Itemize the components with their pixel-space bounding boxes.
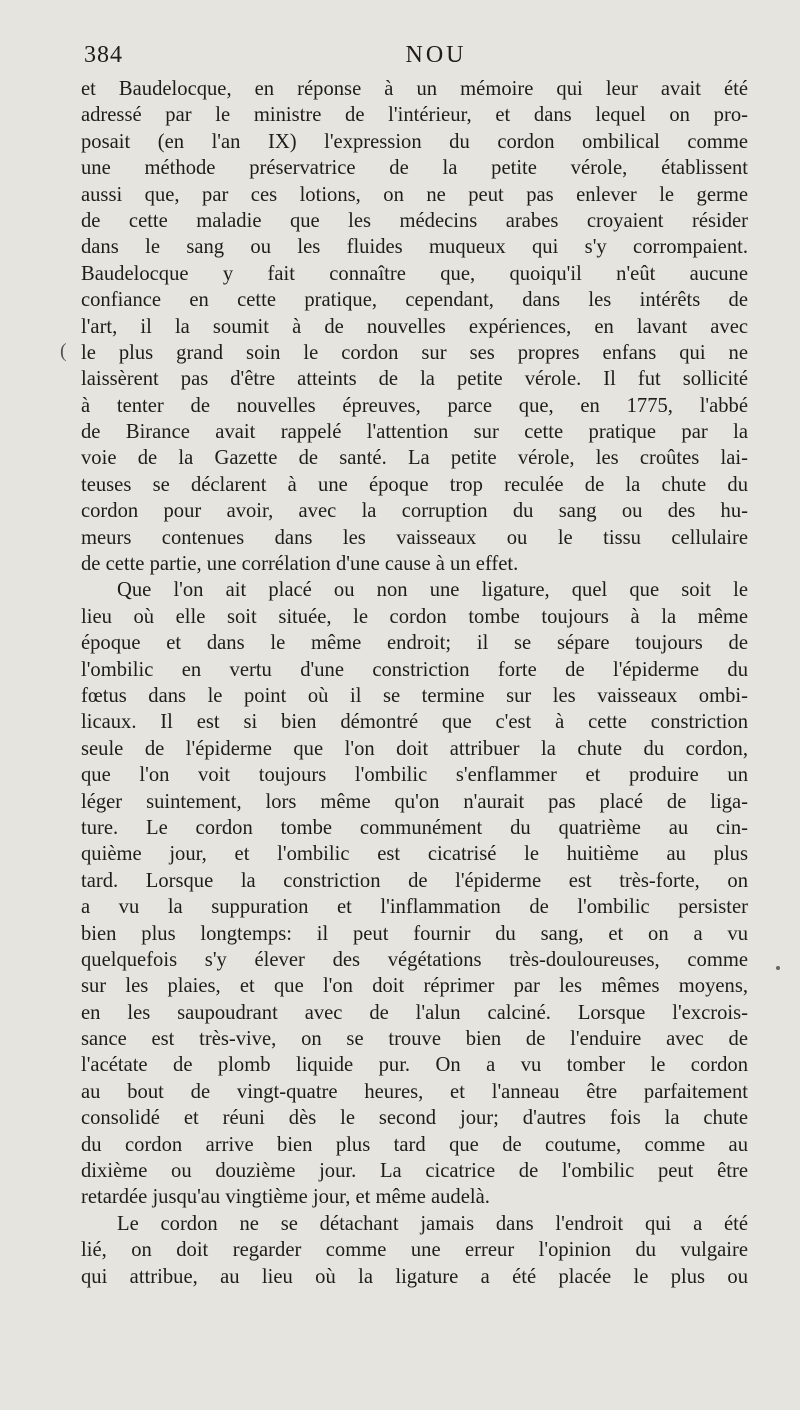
body-text (81, 76, 748, 1290)
text-line: époque et dans le même endroit; il se sépare toujours de (81, 632, 748, 655)
paragraph-text (81, 577, 748, 1210)
text-line: Que l'on ait placé ou non une ligature, quel que soit le (117, 579, 748, 602)
text-line: retardée jusqu'au vingtième jour, et même audelà. (81, 1186, 490, 1209)
text-line: de Birance avait rappelé l'attention sur cette pratique par la (81, 421, 748, 444)
text-line: léger suintement, lors même qu'on n'aurait pas placé de liga- (81, 790, 748, 813)
text-line: adressé par le ministre de l'intérieur, et dans lequel on pro- (81, 104, 748, 127)
text-line: a vu la suppuration et l'inflammation de l'ombilic persister (81, 896, 748, 919)
text-line: sance est très-vive, on se trouve bien de l'enduire avec de (81, 1028, 748, 1051)
text-line: l'acétate de plomb liquide pur. On a vu tomber le cordon (81, 1054, 748, 1077)
text-line: sur les plaies, et que l'on doit réprimer par les mêmes moyens, (81, 975, 748, 998)
text-line: en les saupoudrant avec de l'alun calciné. Lorsque l'excrois- (81, 1001, 748, 1024)
text-line: tard. Lorsque la constriction de l'épiderme est très-forte, on (81, 869, 748, 892)
text-line: voie de la Gazette de santé. La petite vérole, les croûtes lai- (81, 447, 748, 470)
page-header (84, 42, 748, 76)
text-line: quelquefois s'y élever des végétations très-douloureuses, comme (81, 948, 748, 971)
text-line: Baudelocque y fait connaître que, quoiqu'il n'eût aucune (81, 262, 748, 285)
text-line: laissèrent pas d'être atteints de la petite vérole. Il fut sollicité (81, 368, 748, 391)
text-line: l'ombilic en vertu d'une constriction forte de l'épiderme du (81, 658, 748, 681)
text-line: licaux. Il est si bien démontré que c'est à cette constriction (81, 711, 748, 734)
text-line: l'art, il la soumit à de nouvelles expériences, en lavant avec (81, 315, 748, 338)
text-line: Le cordon ne se détachant jamais dans l'endroit qui a été (117, 1212, 748, 1235)
margin-dot (776, 966, 780, 970)
text-line: quième jour, et l'ombilic est cicatrisé le huitième au plus (81, 843, 748, 866)
text-line: lié, on doit regarder comme une erreur l'opinion du vulgaire (81, 1239, 748, 1262)
text-line: à tenter de nouvelles épreuves, parce que, en 1775, l'abbé (81, 394, 748, 417)
text-line: posait (en l'an IX) l'expression du cordon ombilical comme (81, 130, 748, 153)
text-line: et Baudelocque, en réponse à un mémoire qui leur avait été (81, 78, 748, 100)
text-line: meurs contenues dans les vaisseaux ou le tissu cellulaire (81, 526, 748, 549)
text-line: bien plus longtemps: il peut fournir du sang, et on a vu (81, 922, 748, 945)
text-line: que l'on voit toujours l'ombilic s'enflammer et produire un (81, 764, 748, 787)
text-line: une méthode préservatrice de la petite vérole, établissent (81, 157, 748, 180)
text-line: lieu où elle soit située, le cordon tombe toujours à la même (81, 605, 748, 628)
text-line: consolidé et réuni dès le second jour; d'autres fois la chute (81, 1107, 748, 1130)
text-line: confiance en cette pratique, cependant, dans les intérêts de (81, 289, 748, 312)
text-line: dixième ou douzième jour. La cicatrice de l'ombilic peut être (81, 1160, 748, 1183)
text-line: ture. Le cordon tombe communément du quatrième au cin- (81, 816, 748, 839)
paragraph-1 (81, 76, 748, 577)
paragraph-text (81, 76, 748, 577)
paragraph-2 (81, 577, 748, 1210)
paragraph-text (81, 1211, 748, 1290)
text-line: seule de l'épiderme que l'on doit attribuer la chute du cordon, (81, 737, 748, 760)
text-line: du cordon arrive bien plus tard que de coutume, comme au (81, 1133, 748, 1156)
text-line: le plus grand soin le cordon sur ses propres enfans qui ne (81, 341, 748, 364)
running-head: NOU (405, 42, 467, 68)
text-line: de cette maladie que les médecins arabes croyaient résider (81, 209, 748, 232)
text-line: qui attribue, au lieu où la ligature a été placée le plus ou (81, 1265, 748, 1288)
text-line: dans le sang ou les fluides muqueux qui s'y corrompaient. (81, 236, 748, 259)
text-line: au bout de vingt-quatre heures, et l'anneau être parfaitement (81, 1080, 748, 1103)
text-line: teuses se déclarent à une époque trop reculée de la chute du (81, 473, 748, 496)
text-line: cordon pour avoir, avec la corruption du sang ou des hu- (81, 500, 748, 523)
text-line: aussi que, par ces lotions, on ne peut pas enlever le germe (81, 183, 748, 206)
paragraph-3 (81, 1211, 748, 1290)
page-number: 384 (84, 42, 123, 68)
text-line: de cette partie, une corrélation d'une cause à un effet. (81, 553, 519, 576)
text-line: fœtus dans le point où il se termine sur les vaisseaux ombi- (81, 684, 748, 707)
margin-mark: ( (60, 340, 67, 362)
